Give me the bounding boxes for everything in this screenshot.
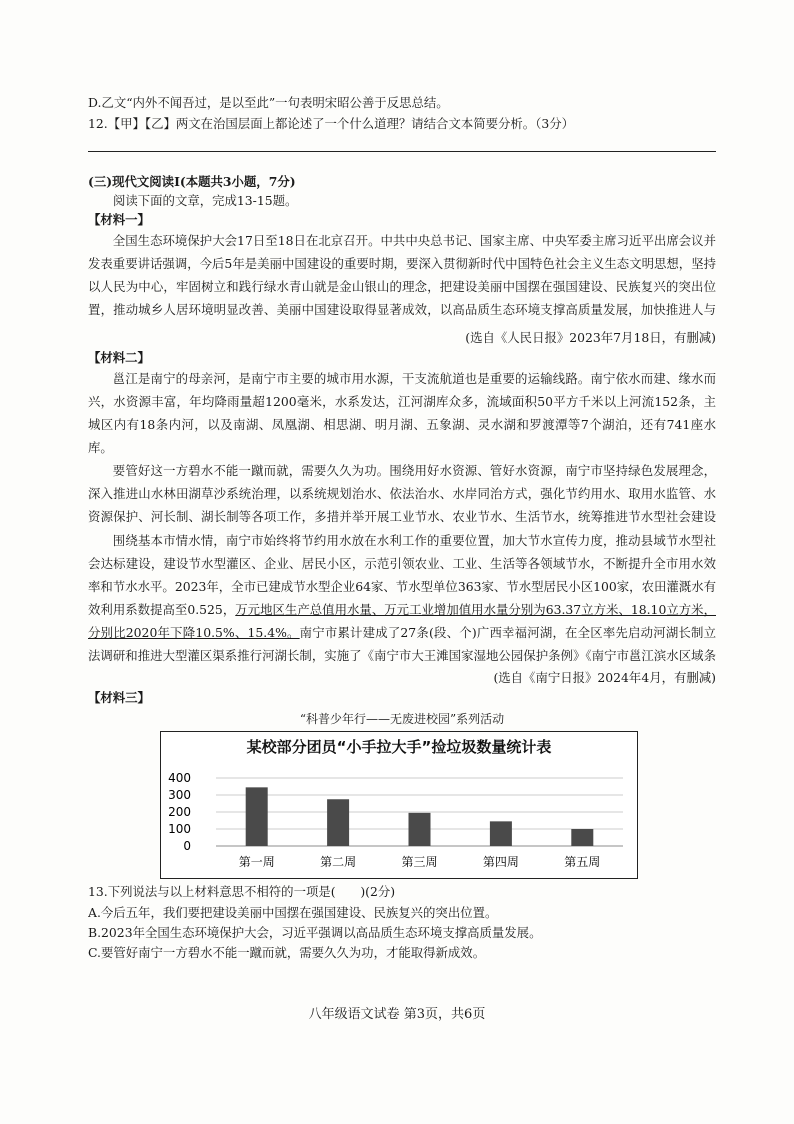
y-tick-label: 100 bbox=[168, 822, 191, 836]
material1-source: (选自《人民日报》2023年7月18日，有删减) bbox=[465, 330, 716, 345]
question-12: 12.【甲】【乙】两文在治国层面上都论述了一个什么道理？请结合文本简要分析。（3分） bbox=[88, 116, 575, 131]
section-heading: (三)现代文阅读Ⅰ(本题共3小题，7分) bbox=[88, 174, 296, 189]
material2-title: 【材料二】 bbox=[88, 350, 150, 365]
bar-1 bbox=[246, 787, 268, 846]
page-footer: 八年级语文试卷 第3页，共6页 bbox=[308, 1007, 486, 1022]
material3-title: 【材料三】 bbox=[88, 690, 150, 705]
material2-source: (选自《南宁日报》2024年4月，有删减) bbox=[493, 670, 716, 685]
y-tick-label: 200 bbox=[168, 805, 191, 819]
y-tick-label: 400 bbox=[168, 771, 191, 785]
bar-chart bbox=[161, 732, 637, 878]
option-d: D.乙文“内外不闻吾过，是以至此”一句表明宋昭公善于反思总结。 bbox=[88, 95, 449, 110]
y-tick-label: 0 bbox=[183, 839, 191, 853]
bar-2 bbox=[327, 799, 349, 846]
bar-3 bbox=[409, 813, 431, 846]
bar-4 bbox=[490, 821, 512, 846]
option-c: C.要管好南宁一方碧水不能一蹴而就，需要久久为功，才能取得新成效。 bbox=[88, 945, 486, 960]
paragraph3-part-b: 南宁市累计建成了27条(段、个)广西幸福河湖，在全区率先启动河湖长制立法调研和推进大型灌区渠系推行河湖长制，实施了《南宁市大王滩国家湿地公园保护条例》《南宁市邕江滨水区域条 bbox=[88, 625, 716, 663]
y-tick-label: 300 bbox=[168, 788, 191, 802]
divider bbox=[88, 151, 716, 152]
chart-title: 某校部分团员“小手拉大手”捡垃圾数量统计表 bbox=[246, 738, 552, 756]
section-instruction: 阅读下面的文章，完成13-15题。 bbox=[113, 193, 298, 208]
question-13-stem: 13.下列说法与以上材料意思不相符的一项是( )(2分) bbox=[88, 884, 396, 899]
paragraph3-part-a: 围绕基本市情水情，南宁市始终将节约用水放在水利工作的重要位置，加大节水宣传力度，推动县域节水型社会达标建设，建设节水型灌区、企业、居民小区，示范引领农业、工业、生活等各领域节水，不断提升全市用水效率和节水水平。2023年，全市已建成节水型企业64家、节水型单位363家、节水型居民小区100家，农田灌溉水有效利用系数提高至0.525， bbox=[88, 533, 716, 617]
option-a: A.今后五年，我们要把建设美丽中国摆在强国建设、民族复兴的突出位置。 bbox=[88, 905, 498, 920]
material1-text: 全国生态环境保护大会17日至18日在北京召开。中共中央总书记、国家主席、中央军委主席习近平出席会议并发表重要讲话强调，今后5年是美丽中国建设的重要时期，要深入贯彻新时代中国特色社会主义生态文明思想，坚持以人民为中心，牢固树立和践行绿水青山就是金山银山的理念，把建设美丽中国摆在强国建设、民族复兴的突出位置，推动城乡人居环境明显改善、美丽中国建设取得显著成效，以高品质生态环境支撑高质量发展，加快推进人与 bbox=[88, 233, 716, 317]
bar-chart-frame bbox=[160, 731, 638, 879]
paragraph3-underlined: 万元地区生产总值用水量、万元工业增加值用水量分别为63.37立方米、18.10立方米，分别比2020年下降10.5%、15.4%。 bbox=[88, 602, 716, 640]
material1-title: 【材料一】 bbox=[88, 212, 150, 227]
x-tick-label: 第二周 bbox=[320, 855, 357, 869]
material2-paragraph1: 邕江是南宁的母亲河，是南宁市主要的城市用水源，干支流航道也是重要的运输线路。南宁依水而建、缘水而兴，水资源丰富，年均降雨量超1200毫米，水系发达，江河湖库众多，流域面积50平方千米以上河流152条，主城区内有18条内河，以及南湖、凤凰湖、相思湖、明月湖、五象湖、灵水湖和罗渡潭等7个湖泊，还有741座水库。 bbox=[88, 371, 716, 455]
material3-caption: “科普少年行——无废进校园”系列活动 bbox=[299, 712, 505, 726]
x-tick-label: 第四周 bbox=[482, 855, 519, 869]
bar-5 bbox=[571, 829, 593, 846]
x-tick-label: 第一周 bbox=[238, 855, 275, 869]
material2-paragraph2: 要管好这一方碧水不能一蹴而就，需要久久为功。围绕用好水资源、管好水资源，南宁市坚持绿色发展理念，深入推进山水林田湖草沙系统治理，以系统规划治水、依法治水、水岸同治方式，强化节约用水、取用水监管、水资源保护、河长制、湖长制等各项工作，多措并举开展工业节水、农业节水、生活节水，统筹推进节水型社会建设 bbox=[88, 463, 716, 524]
option-b: B.2023年全国生态环境保护大会，习近平强调以高品质生态环境支撑高质量发展。 bbox=[88, 925, 542, 940]
x-tick-label: 第三周 bbox=[401, 855, 438, 869]
x-tick-label: 第五周 bbox=[564, 855, 601, 869]
material2-paragraph3 bbox=[88, 529, 716, 669]
